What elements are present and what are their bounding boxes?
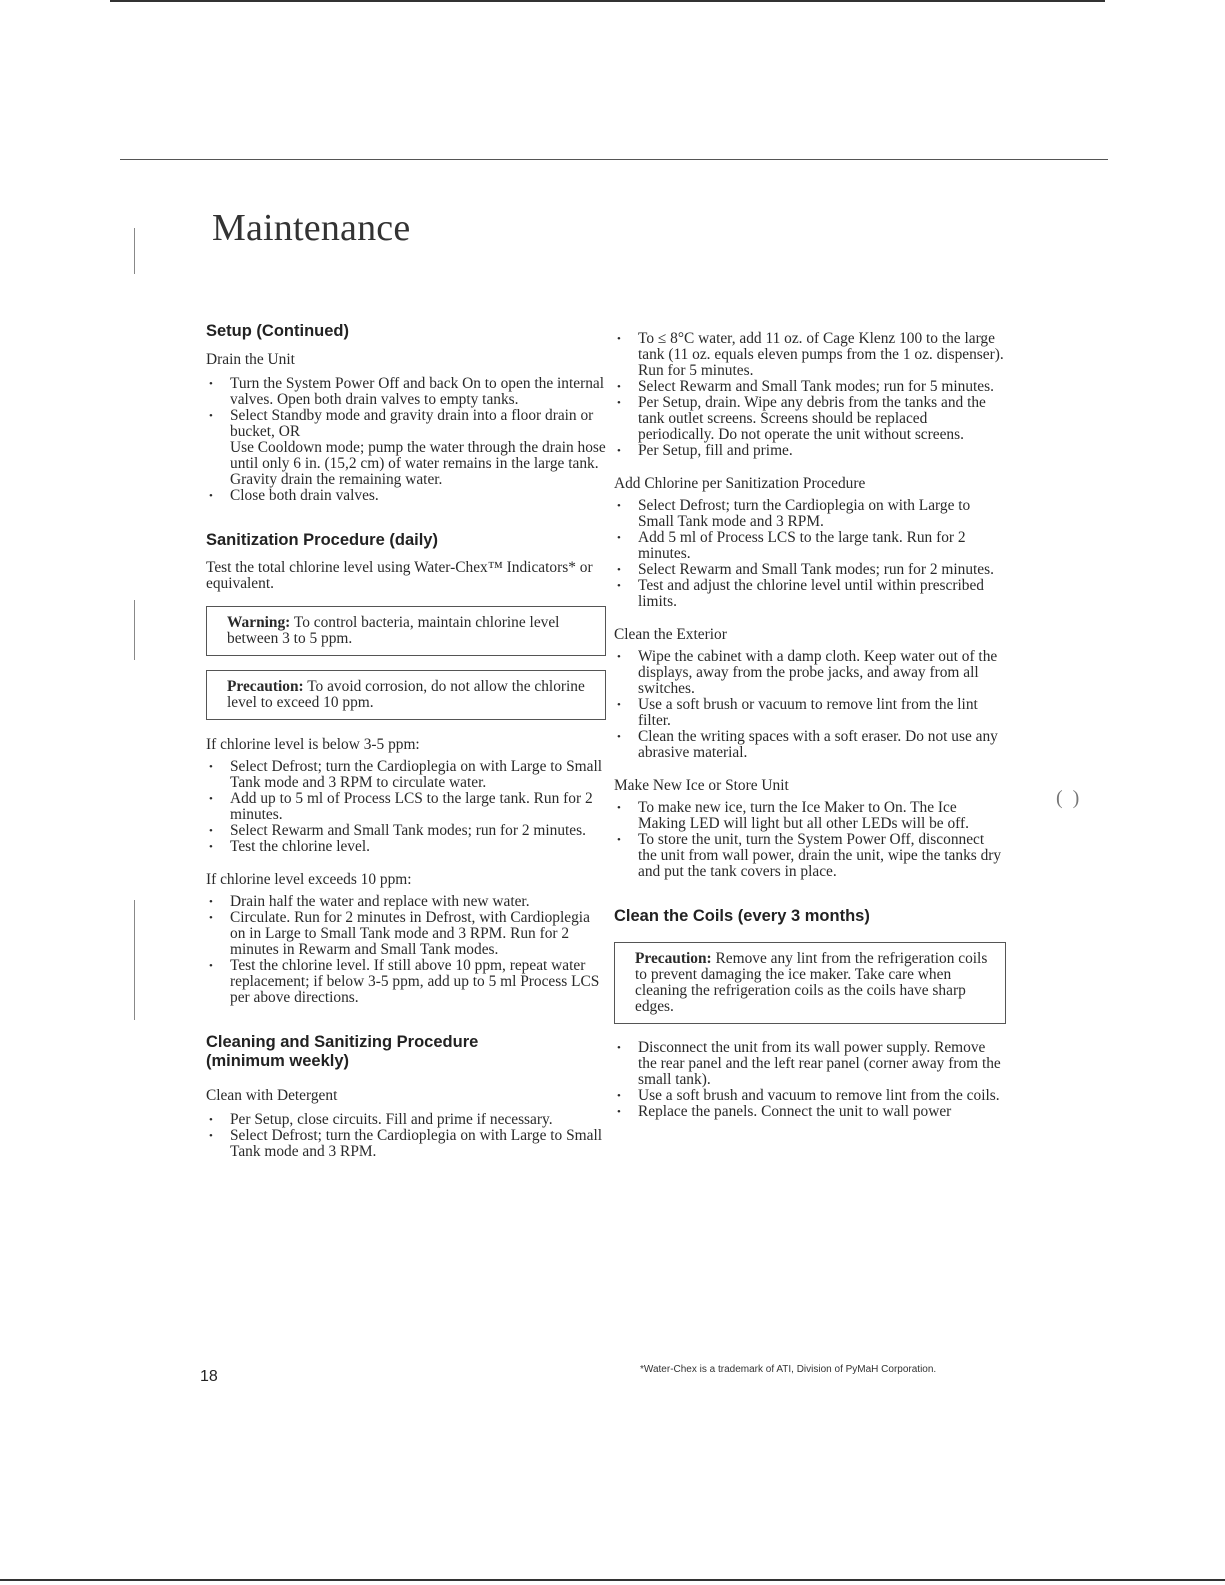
list-item: • Turn the System Power Off and back On to open the internal valves. Open both drain valves to empty tanks. <box>206 376 606 408</box>
coils-precaution-box: Precaution: Remove any lint from the refrigeration coils to prevent damaging the ice maker. Take care when cleaning the refrigeration coils as the coils have sharp edges. <box>614 942 1006 1024</box>
list-item: • Select Defrost; turn the Cardioplegia on with Large to Small Tank mode and 3 RPM. <box>614 498 1006 530</box>
header-rule <box>120 159 1108 160</box>
list-item: • Add up to 5 ml of Process LCS to the large tank. Run for 2 minutes. <box>206 791 606 823</box>
ice-list <box>614 800 1006 880</box>
coils-heading: Clean the Coils (every 3 months) <box>614 907 870 925</box>
list-item: • Select Standby mode and gravity drain into a floor drain or bucket, OR Use Cooldown mode; pump the water through the drain hose until only 6 in. (15,2 cm) of water remains in the large tank. Gravity drain the remaining water. <box>206 408 606 488</box>
list-item: • Test the chlorine level. If still above 10 ppm, repeat water replacement; if below 3-5 ppm, add up to 5 ml Process LCS per above directions. <box>206 958 606 1006</box>
top-rule <box>110 0 1105 2</box>
list-item: • Drain half the water and replace with new water. <box>206 894 606 910</box>
page-title: Maintenance <box>212 207 411 249</box>
margin-mark <box>134 600 135 660</box>
list-item: • Select Defrost; turn the Cardioplegia on with Large to Small Tank mode and 3 RPM to circulate water. <box>206 759 606 791</box>
below-list <box>206 759 606 855</box>
list-item: • To store the unit, turn the System Power Off, disconnect the unit from wall power, drain the unit, wipe the tanks dry and put the tank covers in place. <box>614 832 1006 880</box>
coils-list <box>614 1040 1006 1120</box>
chlorine-subheading: Add Chlorine per Sanitization Procedure <box>614 475 866 492</box>
footnote: *Water-Chex is a trademark of ATI, Division of PyMaH Corporation. <box>640 1364 937 1375</box>
ice-subheading: Make New Ice or Store Unit <box>614 777 789 794</box>
list-item: • Test and adjust the chlorine level until within prescribed limits. <box>614 578 1006 610</box>
drain-list <box>206 376 606 504</box>
list-item: • Per Setup, fill and prime. <box>614 443 1006 459</box>
bottom-rule <box>0 1579 1225 1581</box>
list-item: • Replace the panels. Connect the unit to wall power <box>614 1104 1006 1120</box>
list-item: • Use a soft brush or vacuum to remove lint from the lint filter. <box>614 697 1006 729</box>
setup-heading: Setup (Continued) <box>206 322 349 340</box>
list-item: • Clean the writing spaces with a soft eraser. Do not use any abrasive material. <box>614 729 1006 761</box>
drain-subheading: Drain the Unit <box>206 351 295 368</box>
margin-mark <box>134 900 135 1020</box>
precaution-box: Precaution: To avoid corrosion, do not allow the chlorine level to exceed 10 ppm. <box>206 670 606 720</box>
list-item: • Circulate. Run for 2 minutes in Defrost, with Cardioplegia on in Large to Small Tank mode and 3 RPM. Run for 2 minutes in Rewarm and Small Tank modes. <box>206 910 606 958</box>
page-number: 18 <box>200 1368 218 1385</box>
right-column <box>614 331 1006 1120</box>
list-item: • Per Setup, drain. Wipe any debris from the tanks and the tank outlet screens. Screens should be replaced periodically. Do not operate the unit without screens. <box>614 395 1006 443</box>
list-item: • Close both drain valves. <box>206 488 606 504</box>
list-item: • Test the chlorine level. <box>206 839 606 855</box>
exterior-subheading: Clean the Exterior <box>614 626 727 643</box>
continued-list <box>614 331 1006 459</box>
list-item: • Select Rewarm and Small Tank modes; run for 5 minutes. <box>614 379 1006 395</box>
list-item: • To make new ice, turn the Ice Maker to On. The Ice Making LED will light but all other LEDs will be off. <box>614 800 1006 832</box>
list-item: • Disconnect the unit from its wall power supply. Remove the rear panel and the left rear panel (corner away from the small tank). <box>614 1040 1006 1088</box>
detergent-list <box>206 1112 606 1160</box>
list-item: • Per Setup, close circuits. Fill and prime if necessary. <box>206 1112 606 1128</box>
list-item: • Add 5 ml of Process LCS to the large tank. Run for 2 minutes. <box>614 530 1006 562</box>
sanitization-intro: Test the total chlorine level using Water-Chex™ Indicators* or equivalent. <box>206 559 593 592</box>
sanitization-heading: Sanitization Procedure (daily) <box>206 531 438 549</box>
list-item: • Select Rewarm and Small Tank modes; run for 2 minutes. <box>614 562 1006 578</box>
chlorine-list <box>614 498 1006 610</box>
left-column <box>206 322 606 1160</box>
warning-box: Warning: To control bacteria, maintain chlorine level between 3 to 5 ppm. <box>206 606 606 656</box>
list-item: • Select Defrost; turn the Cardioplegia on with Large to Small Tank mode and 3 RPM. <box>206 1128 606 1160</box>
list-item: • Wipe the cabinet with a damp cloth. Keep water out of the displays, away from the probe jacks, and away from all switches. <box>614 649 1006 697</box>
margin-mark <box>134 228 135 274</box>
list-item: • Use a soft brush and vacuum to remove lint from the coils. <box>614 1088 1006 1104</box>
list-item: • To ≤ 8°C water, add 11 oz. of Cage Klenz 100 to the large tank (11 oz. equals eleven pumps from the 1 oz. dispenser). Run for 5 minutes. <box>614 331 1006 379</box>
exterior-list <box>614 649 1006 761</box>
below-subheading: If chlorine level is below 3-5 ppm: <box>206 736 420 753</box>
detergent-subheading: Clean with Detergent <box>206 1087 338 1104</box>
scan-artifact: ( ) <box>1056 787 1080 809</box>
exceeds-subheading: If chlorine level exceeds 10 ppm: <box>206 871 412 888</box>
cleaning-heading: Cleaning and Sanitizing Procedure (minimum weekly) <box>206 1033 479 1070</box>
exceeds-list <box>206 894 606 1006</box>
list-item: • Select Rewarm and Small Tank modes; run for 2 minutes. <box>206 823 606 839</box>
